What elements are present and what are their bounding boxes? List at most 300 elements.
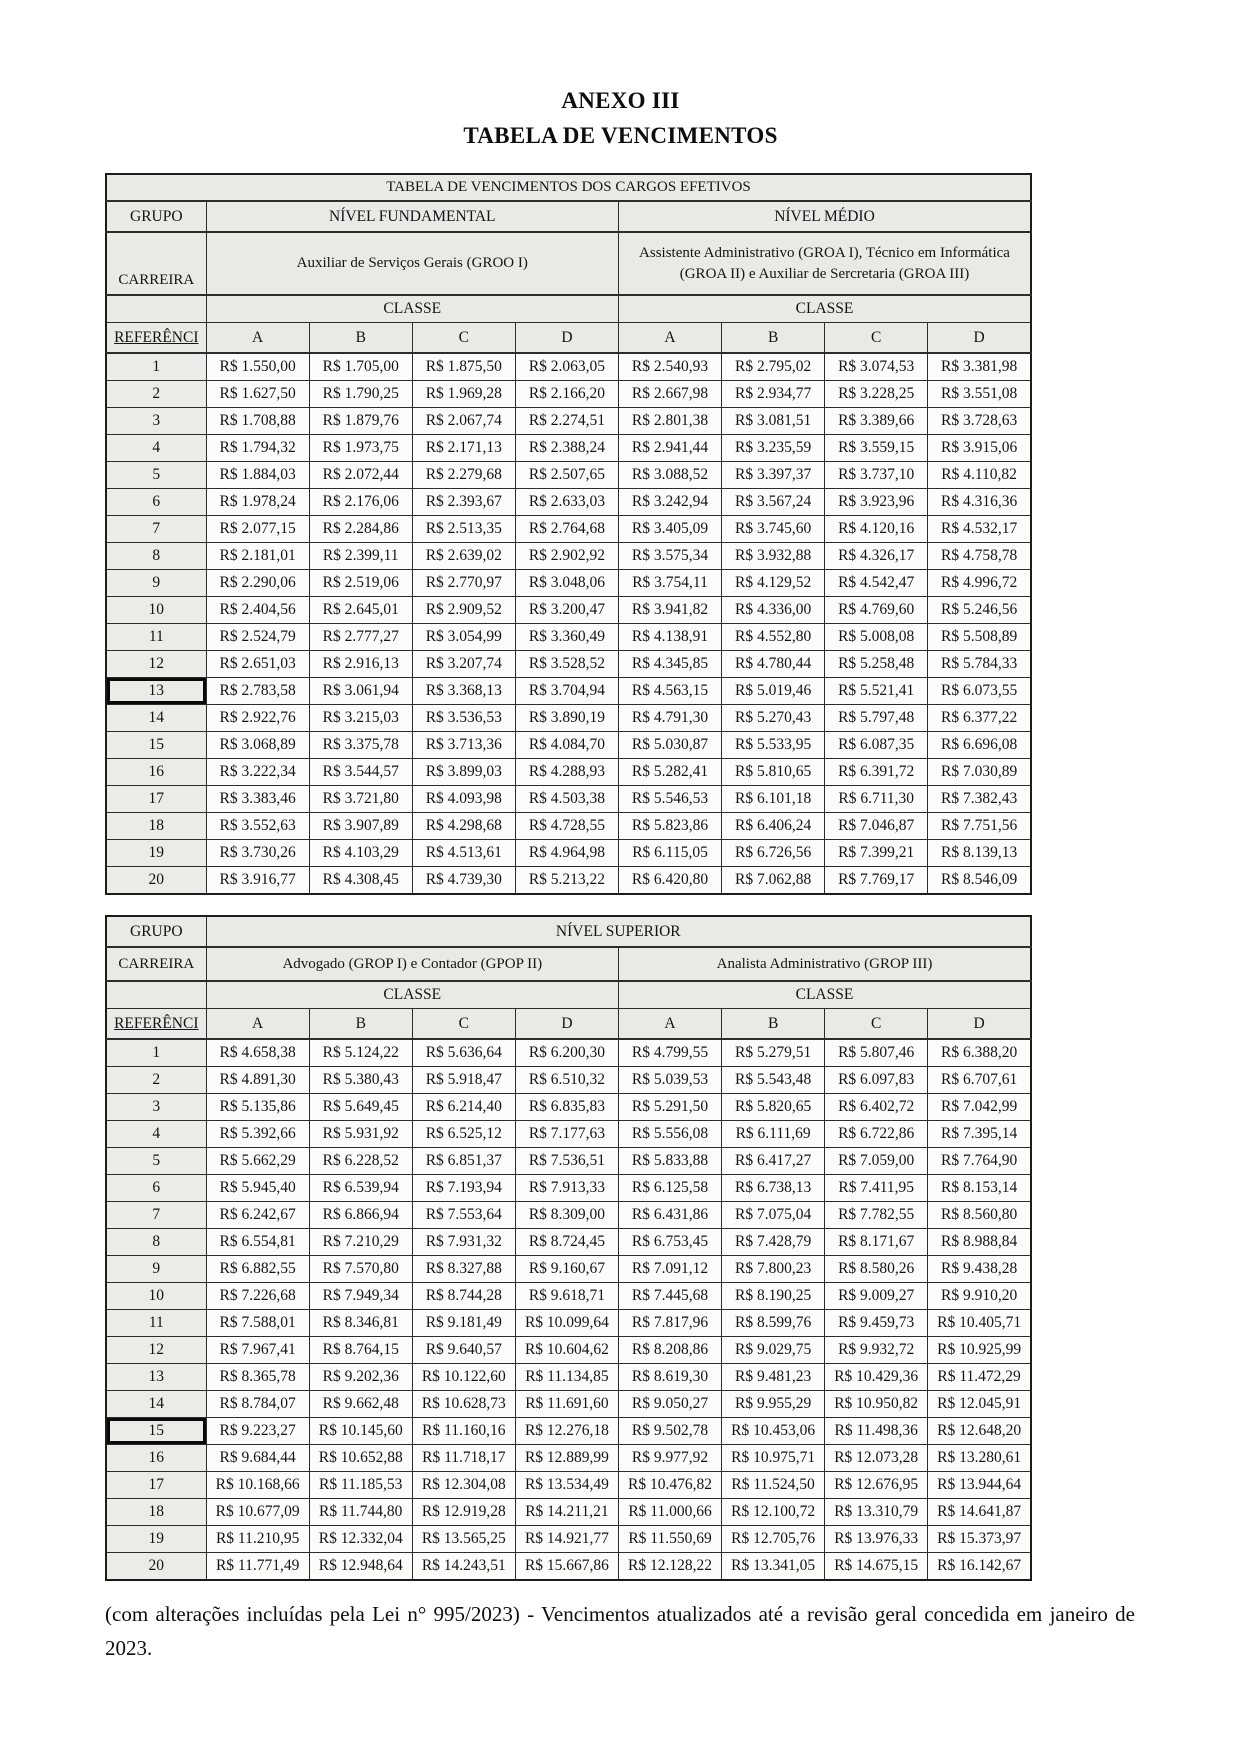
salary-cell: R$ 3.061,94 (309, 678, 412, 705)
salary-cell: R$ 7.382,43 (928, 786, 1031, 813)
table-row (106, 543, 1031, 570)
class-col-header: B (309, 323, 412, 354)
table-row (106, 1364, 1031, 1391)
salary-cell: R$ 3.048,06 (515, 570, 618, 597)
table-row (106, 1337, 1031, 1364)
salary-cell: R$ 12.919,28 (412, 1499, 515, 1526)
salary-cell: R$ 3.567,24 (722, 489, 825, 516)
salary-cell: R$ 5.797,48 (825, 705, 928, 732)
salary-cell: R$ 2.181,01 (206, 543, 309, 570)
salary-cell: R$ 7.411,95 (825, 1175, 928, 1202)
salary-cell: R$ 5.807,46 (825, 1039, 928, 1067)
salary-cell: R$ 4.288,93 (515, 759, 618, 786)
salary-cell: R$ 8.988,84 (928, 1229, 1031, 1256)
salary-cell: R$ 7.751,56 (928, 813, 1031, 840)
salary-cell: R$ 13.534,49 (515, 1472, 618, 1499)
salary-cell: R$ 13.341,05 (722, 1553, 825, 1581)
salary-cell: R$ 3.397,37 (722, 462, 825, 489)
salary-cell: R$ 3.389,66 (825, 408, 928, 435)
salary-cell: R$ 2.279,68 (412, 462, 515, 489)
salary-cell: R$ 6.101,18 (722, 786, 825, 813)
salary-cell: R$ 5.810,65 (722, 759, 825, 786)
salary-cell: R$ 5.030,87 (618, 732, 721, 759)
salary-cell: R$ 11.718,17 (412, 1445, 515, 1472)
salary-cell: R$ 4.120,16 (825, 516, 928, 543)
salary-cell: R$ 9.181,49 (412, 1310, 515, 1337)
salary-cell: R$ 9.502,78 (618, 1418, 721, 1445)
salary-cell: R$ 8.171,67 (825, 1229, 928, 1256)
salary-cell: R$ 5.008,08 (825, 624, 928, 651)
salary-cell: R$ 4.084,70 (515, 732, 618, 759)
salary-cell: R$ 3.932,88 (722, 543, 825, 570)
salary-cell: R$ 2.171,13 (412, 435, 515, 462)
salary-cell: R$ 6.087,35 (825, 732, 928, 759)
salary-cell: R$ 6.431,86 (618, 1202, 721, 1229)
salary-cell: R$ 4.758,78 (928, 543, 1031, 570)
salary-cell: R$ 10.677,09 (206, 1499, 309, 1526)
salary-cell: R$ 11.524,50 (722, 1472, 825, 1499)
salary-cell: R$ 2.290,06 (206, 570, 309, 597)
salary-cell: R$ 6.073,55 (928, 678, 1031, 705)
salary-cell: R$ 9.029,75 (722, 1337, 825, 1364)
column-header-row (106, 1009, 1031, 1040)
reference-cell: 18 (106, 813, 206, 840)
salary-cell: R$ 6.726,56 (722, 840, 825, 867)
salary-cell: R$ 3.552,63 (206, 813, 309, 840)
salary-table-body (106, 353, 1031, 894)
salary-cell: R$ 7.817,96 (618, 1310, 721, 1337)
salary-cell: R$ 5.282,41 (618, 759, 721, 786)
salary-cell: R$ 12.128,22 (618, 1553, 721, 1581)
table-row (106, 1121, 1031, 1148)
reference-cell: 15 (106, 732, 206, 759)
salary-cell: R$ 9.202,36 (309, 1364, 412, 1391)
table-row (106, 462, 1031, 489)
grupo-header: GRUPO (106, 916, 206, 947)
class-col-header: A (206, 1009, 309, 1040)
salary-cell: R$ 8.365,78 (206, 1364, 309, 1391)
salary-cell: R$ 8.599,76 (722, 1310, 825, 1337)
salary-cell: R$ 3.381,98 (928, 353, 1031, 381)
salary-cell: R$ 2.507,65 (515, 462, 618, 489)
class-col-header: A (206, 323, 309, 354)
table-row (106, 1283, 1031, 1310)
salary-cell: R$ 6.722,86 (825, 1121, 928, 1148)
salary-cell: R$ 4.769,60 (825, 597, 928, 624)
table-row (106, 570, 1031, 597)
salary-cell: R$ 12.948,64 (309, 1553, 412, 1581)
salary-cell: R$ 9.223,27 (206, 1418, 309, 1445)
salary-cell: R$ 11.160,16 (412, 1418, 515, 1445)
salary-cell: R$ 7.913,33 (515, 1175, 618, 1202)
reference-cell: 16 (106, 1445, 206, 1472)
salary-cell: R$ 1.550,00 (206, 353, 309, 381)
salary-cell: R$ 4.129,52 (722, 570, 825, 597)
classe-row (106, 295, 1031, 323)
salary-cell: R$ 8.724,45 (515, 1229, 618, 1256)
carreira-header: CARREIRA (106, 947, 206, 981)
carreira-fundamental: Auxiliar de Serviços Gerais (GROO I) (206, 232, 618, 295)
table-row (106, 1202, 1031, 1229)
referencia-header: REFERÊNCI (106, 323, 206, 354)
salary-cell: R$ 7.931,32 (412, 1229, 515, 1256)
salary-cell: R$ 10.099,64 (515, 1310, 618, 1337)
salary-cell: R$ 6.554,81 (206, 1229, 309, 1256)
salary-cell: R$ 2.063,05 (515, 353, 618, 381)
table-row (106, 1067, 1031, 1094)
salary-cell: R$ 4.316,36 (928, 489, 1031, 516)
salary-cell: R$ 3.899,03 (412, 759, 515, 786)
salary-cell: R$ 5.380,43 (309, 1067, 412, 1094)
salary-cell: R$ 11.771,49 (206, 1553, 309, 1581)
salary-cell: R$ 4.138,91 (618, 624, 721, 651)
reference-cell: 3 (106, 1094, 206, 1121)
salary-cell: R$ 9.640,57 (412, 1337, 515, 1364)
salary-cell: R$ 5.521,41 (825, 678, 928, 705)
salary-cell: R$ 6.200,30 (515, 1039, 618, 1067)
salary-cell: R$ 12.045,91 (928, 1391, 1031, 1418)
salary-cell: R$ 3.405,09 (618, 516, 721, 543)
salary-table-body (106, 1039, 1031, 1580)
salary-cell: R$ 4.791,30 (618, 705, 721, 732)
salary-cell: R$ 7.042,99 (928, 1094, 1031, 1121)
salary-cell: R$ 3.721,80 (309, 786, 412, 813)
salary-cell: R$ 3.536,53 (412, 705, 515, 732)
salary-cell: R$ 6.242,67 (206, 1202, 309, 1229)
salary-cell: R$ 4.336,00 (722, 597, 825, 624)
salary-cell: R$ 1.705,00 (309, 353, 412, 381)
salary-cell: R$ 4.532,17 (928, 516, 1031, 543)
salary-cell: R$ 7.226,68 (206, 1283, 309, 1310)
salary-cell: R$ 2.941,44 (618, 435, 721, 462)
table-row (106, 786, 1031, 813)
salary-cell: R$ 2.399,11 (309, 543, 412, 570)
salary-cell: R$ 3.745,60 (722, 516, 825, 543)
salary-cell: R$ 11.550,69 (618, 1526, 721, 1553)
salary-cell: R$ 3.544,57 (309, 759, 412, 786)
table-caption-row (106, 174, 1031, 201)
salary-cell: R$ 15.373,97 (928, 1526, 1031, 1553)
salary-cell: R$ 4.799,55 (618, 1039, 721, 1067)
reference-cell: 10 (106, 1283, 206, 1310)
salary-cell: R$ 11.691,60 (515, 1391, 618, 1418)
salary-cell: R$ 4.298,68 (412, 813, 515, 840)
salary-cell: R$ 3.368,13 (412, 678, 515, 705)
salary-cell: R$ 2.801,38 (618, 408, 721, 435)
carreira-medio: Assistente Administrativo (GROA I), Técnico em Informática (GROA II) e Auxiliar de Sercretaria (GROA III) (618, 232, 1031, 295)
salary-cell: R$ 4.996,72 (928, 570, 1031, 597)
salary-cell: R$ 1.969,28 (412, 381, 515, 408)
class-col-header: B (722, 1009, 825, 1040)
salary-cell: R$ 9.910,20 (928, 1283, 1031, 1310)
salary-cell: R$ 4.552,80 (722, 624, 825, 651)
reference-cell: 11 (106, 624, 206, 651)
salary-cell: R$ 3.575,34 (618, 543, 721, 570)
salary-table-fundamental-medio (105, 173, 1032, 895)
salary-cell: R$ 8.139,13 (928, 840, 1031, 867)
table-row (106, 381, 1031, 408)
salary-cell: R$ 10.122,60 (412, 1364, 515, 1391)
salary-cell: R$ 4.345,85 (618, 651, 721, 678)
salary-cell: R$ 5.246,56 (928, 597, 1031, 624)
reference-cell: 4 (106, 435, 206, 462)
salary-cell: R$ 11.000,66 (618, 1499, 721, 1526)
salary-cell: R$ 11.210,95 (206, 1526, 309, 1553)
salary-cell: R$ 5.135,86 (206, 1094, 309, 1121)
salary-cell: R$ 9.438,28 (928, 1256, 1031, 1283)
page-subtitle: TABELA DE VENCIMENTOS (463, 122, 778, 148)
salary-cell: R$ 14.641,87 (928, 1499, 1031, 1526)
salary-cell: R$ 7.949,34 (309, 1283, 412, 1310)
salary-cell: R$ 5.823,86 (618, 813, 721, 840)
salary-cell: R$ 8.327,88 (412, 1256, 515, 1283)
salary-cell: R$ 3.737,10 (825, 462, 928, 489)
salary-cell: R$ 5.784,33 (928, 651, 1031, 678)
salary-cell: R$ 7.800,23 (722, 1256, 825, 1283)
class-col-header: A (618, 1009, 721, 1040)
salary-cell: R$ 3.200,47 (515, 597, 618, 624)
reference-cell: 8 (106, 543, 206, 570)
salary-cell: R$ 5.258,48 (825, 651, 928, 678)
classe-header-left: CLASSE (206, 981, 618, 1009)
salary-cell: R$ 1.794,32 (206, 435, 309, 462)
salary-cell: R$ 4.542,47 (825, 570, 928, 597)
salary-table-superior (105, 915, 1032, 1581)
salary-cell: R$ 10.453,06 (722, 1418, 825, 1445)
salary-cell: R$ 14.211,21 (515, 1499, 618, 1526)
salary-cell: R$ 3.360,49 (515, 624, 618, 651)
reference-cell: 6 (106, 489, 206, 516)
salary-cell: R$ 16.142,67 (928, 1553, 1031, 1581)
nivel-fundamental-header: NÍVEL FUNDAMENTAL (206, 201, 618, 232)
table-row (106, 651, 1031, 678)
salary-cell: R$ 3.068,89 (206, 732, 309, 759)
salary-cell: R$ 3.383,46 (206, 786, 309, 813)
table-row (106, 353, 1031, 381)
salary-cell: R$ 6.510,32 (515, 1067, 618, 1094)
reference-cell: 5 (106, 1148, 206, 1175)
table-row (106, 840, 1031, 867)
reference-cell: 12 (106, 1337, 206, 1364)
salary-cell: R$ 14.675,15 (825, 1553, 928, 1581)
salary-cell: R$ 12.304,08 (412, 1472, 515, 1499)
salary-cell: R$ 5.392,66 (206, 1121, 309, 1148)
salary-cell: R$ 5.213,22 (515, 867, 618, 895)
salary-cell: R$ 7.062,88 (722, 867, 825, 895)
salary-cell: R$ 2.934,77 (722, 381, 825, 408)
salary-cell: R$ 1.884,03 (206, 462, 309, 489)
salary-cell: R$ 15.667,86 (515, 1553, 618, 1581)
salary-cell: R$ 7.091,12 (618, 1256, 721, 1283)
salary-cell: R$ 8.208,86 (618, 1337, 721, 1364)
table-row (106, 1229, 1031, 1256)
salary-cell: R$ 5.820,65 (722, 1094, 825, 1121)
reference-cell: 16 (106, 759, 206, 786)
salary-cell: R$ 4.093,98 (412, 786, 515, 813)
salary-cell: R$ 1.973,75 (309, 435, 412, 462)
salary-cell: R$ 6.866,94 (309, 1202, 412, 1229)
salary-cell: R$ 5.019,46 (722, 678, 825, 705)
table-row (106, 1499, 1031, 1526)
salary-cell: R$ 6.738,13 (722, 1175, 825, 1202)
table-row (106, 1256, 1031, 1283)
table-row (106, 435, 1031, 462)
salary-cell: R$ 9.050,27 (618, 1391, 721, 1418)
table-row (106, 1310, 1031, 1337)
table-row (106, 1445, 1031, 1472)
salary-cell: R$ 1.708,88 (206, 408, 309, 435)
salary-cell: R$ 12.676,95 (825, 1472, 928, 1499)
salary-cell: R$ 7.428,79 (722, 1229, 825, 1256)
salary-cell: R$ 10.429,36 (825, 1364, 928, 1391)
salary-cell: R$ 10.925,99 (928, 1337, 1031, 1364)
salary-cell: R$ 2.072,44 (309, 462, 412, 489)
salary-cell: R$ 3.054,99 (412, 624, 515, 651)
table-row (106, 1526, 1031, 1553)
salary-cell: R$ 6.539,94 (309, 1175, 412, 1202)
reference-cell: 9 (106, 570, 206, 597)
salary-cell: R$ 2.388,24 (515, 435, 618, 462)
salary-cell: R$ 3.551,08 (928, 381, 1031, 408)
class-col-header: C (825, 1009, 928, 1040)
salary-cell: R$ 4.503,38 (515, 786, 618, 813)
class-col-header: D (515, 1009, 618, 1040)
class-col-header: C (412, 323, 515, 354)
class-col-header: A (618, 323, 721, 354)
salary-cell: R$ 3.235,59 (722, 435, 825, 462)
classe-header-left: CLASSE (206, 295, 618, 323)
salary-cell: R$ 7.177,63 (515, 1121, 618, 1148)
salary-cell: R$ 1.790,25 (309, 381, 412, 408)
salary-cell: R$ 2.922,76 (206, 705, 309, 732)
class-col-header: D (515, 323, 618, 354)
carreira-row (106, 947, 1031, 981)
salary-cell: R$ 6.525,12 (412, 1121, 515, 1148)
salary-cell: R$ 9.684,44 (206, 1445, 309, 1472)
salary-cell: R$ 6.402,72 (825, 1094, 928, 1121)
salary-cell: R$ 13.565,25 (412, 1526, 515, 1553)
salary-cell: R$ 5.279,51 (722, 1039, 825, 1067)
salary-cell: R$ 3.528,52 (515, 651, 618, 678)
class-col-header: C (825, 323, 928, 354)
grupo-header: GRUPO (106, 201, 206, 232)
salary-cell: R$ 10.168,66 (206, 1472, 309, 1499)
salary-cell: R$ 3.728,63 (928, 408, 1031, 435)
salary-cell: R$ 13.310,79 (825, 1499, 928, 1526)
column-header-row (106, 323, 1031, 354)
reference-cell: 9 (106, 1256, 206, 1283)
salary-cell: R$ 6.115,05 (618, 840, 721, 867)
salary-cell: R$ 9.481,23 (722, 1364, 825, 1391)
salary-cell: R$ 13.944,64 (928, 1472, 1031, 1499)
salary-cell: R$ 3.228,25 (825, 381, 928, 408)
table-row (106, 516, 1031, 543)
page-title: ANEXO III (561, 88, 680, 113)
salary-cell: R$ 6.097,83 (825, 1067, 928, 1094)
class-col-header: B (309, 1009, 412, 1040)
salary-cell: R$ 2.909,52 (412, 597, 515, 624)
salary-cell: R$ 8.546,09 (928, 867, 1031, 895)
salary-cell: R$ 10.975,71 (722, 1445, 825, 1472)
salary-cell: R$ 2.777,27 (309, 624, 412, 651)
salary-cell: R$ 2.519,06 (309, 570, 412, 597)
reference-cell: 1 (106, 1039, 206, 1067)
salary-cell: R$ 2.916,13 (309, 651, 412, 678)
salary-cell: R$ 3.915,06 (928, 435, 1031, 462)
salary-cell: R$ 2.902,92 (515, 543, 618, 570)
salary-cell: R$ 6.125,58 (618, 1175, 721, 1202)
salary-cell: R$ 8.764,15 (309, 1337, 412, 1364)
salary-cell: R$ 7.570,80 (309, 1256, 412, 1283)
salary-cell: R$ 12.073,28 (825, 1445, 928, 1472)
reference-cell: 20 (106, 867, 206, 895)
empty-cell (106, 981, 206, 1009)
salary-cell: R$ 7.588,01 (206, 1310, 309, 1337)
class-col-header: D (928, 323, 1031, 354)
salary-cell: R$ 10.476,82 (618, 1472, 721, 1499)
table-row (106, 1418, 1031, 1445)
table-row (106, 705, 1031, 732)
salary-cell: R$ 2.633,03 (515, 489, 618, 516)
reference-cell: 19 (106, 1526, 206, 1553)
document-title-block (0, 0, 1241, 153)
salary-cell: R$ 8.580,26 (825, 1256, 928, 1283)
salary-cell: R$ 13.976,33 (825, 1526, 928, 1553)
salary-cell: R$ 8.190,25 (722, 1283, 825, 1310)
salary-cell: R$ 2.077,15 (206, 516, 309, 543)
reference-cell: 4 (106, 1121, 206, 1148)
salary-cell: R$ 6.420,80 (618, 867, 721, 895)
reference-cell: 17 (106, 1472, 206, 1499)
table-row (106, 867, 1031, 895)
salary-cell: R$ 5.556,08 (618, 1121, 721, 1148)
salary-cell: R$ 5.833,88 (618, 1148, 721, 1175)
salary-cell: R$ 9.459,73 (825, 1310, 928, 1337)
salary-cell: R$ 1.879,76 (309, 408, 412, 435)
salary-cell: R$ 3.754,11 (618, 570, 721, 597)
salary-cell: R$ 9.618,71 (515, 1283, 618, 1310)
salary-cell: R$ 6.851,37 (412, 1148, 515, 1175)
carreira-advogado-contador: Advogado (GROP I) e Contador (GPOP II) (206, 947, 618, 981)
salary-cell: R$ 11.134,85 (515, 1364, 618, 1391)
reference-cell: 10 (106, 597, 206, 624)
salary-cell: R$ 3.730,26 (206, 840, 309, 867)
table-row (106, 1472, 1031, 1499)
salary-cell: R$ 2.540,93 (618, 353, 721, 381)
table-row (106, 1391, 1031, 1418)
salary-cell: R$ 7.210,29 (309, 1229, 412, 1256)
reference-cell: 2 (106, 1067, 206, 1094)
table-caption: TABELA DE VENCIMENTOS DOS CARGOS EFETIVOS (106, 174, 1031, 201)
salary-cell: R$ 11.744,80 (309, 1499, 412, 1526)
salary-cell: R$ 9.932,72 (825, 1337, 928, 1364)
reference-cell: 19 (106, 840, 206, 867)
salary-cell: R$ 2.764,68 (515, 516, 618, 543)
class-col-header: D (928, 1009, 1031, 1040)
salary-cell: R$ 3.916,77 (206, 867, 309, 895)
reference-cell: 17 (106, 786, 206, 813)
salary-cell: R$ 8.560,80 (928, 1202, 1031, 1229)
reference-cell: 14 (106, 1391, 206, 1418)
salary-cell: R$ 2.651,03 (206, 651, 309, 678)
salary-cell: R$ 2.274,51 (515, 408, 618, 435)
salary-cell: R$ 3.242,94 (618, 489, 721, 516)
salary-cell: R$ 2.783,58 (206, 678, 309, 705)
salary-cell: R$ 6.696,08 (928, 732, 1031, 759)
salary-cell: R$ 3.074,53 (825, 353, 928, 381)
table-row (106, 1094, 1031, 1121)
salary-cell: R$ 7.764,90 (928, 1148, 1031, 1175)
